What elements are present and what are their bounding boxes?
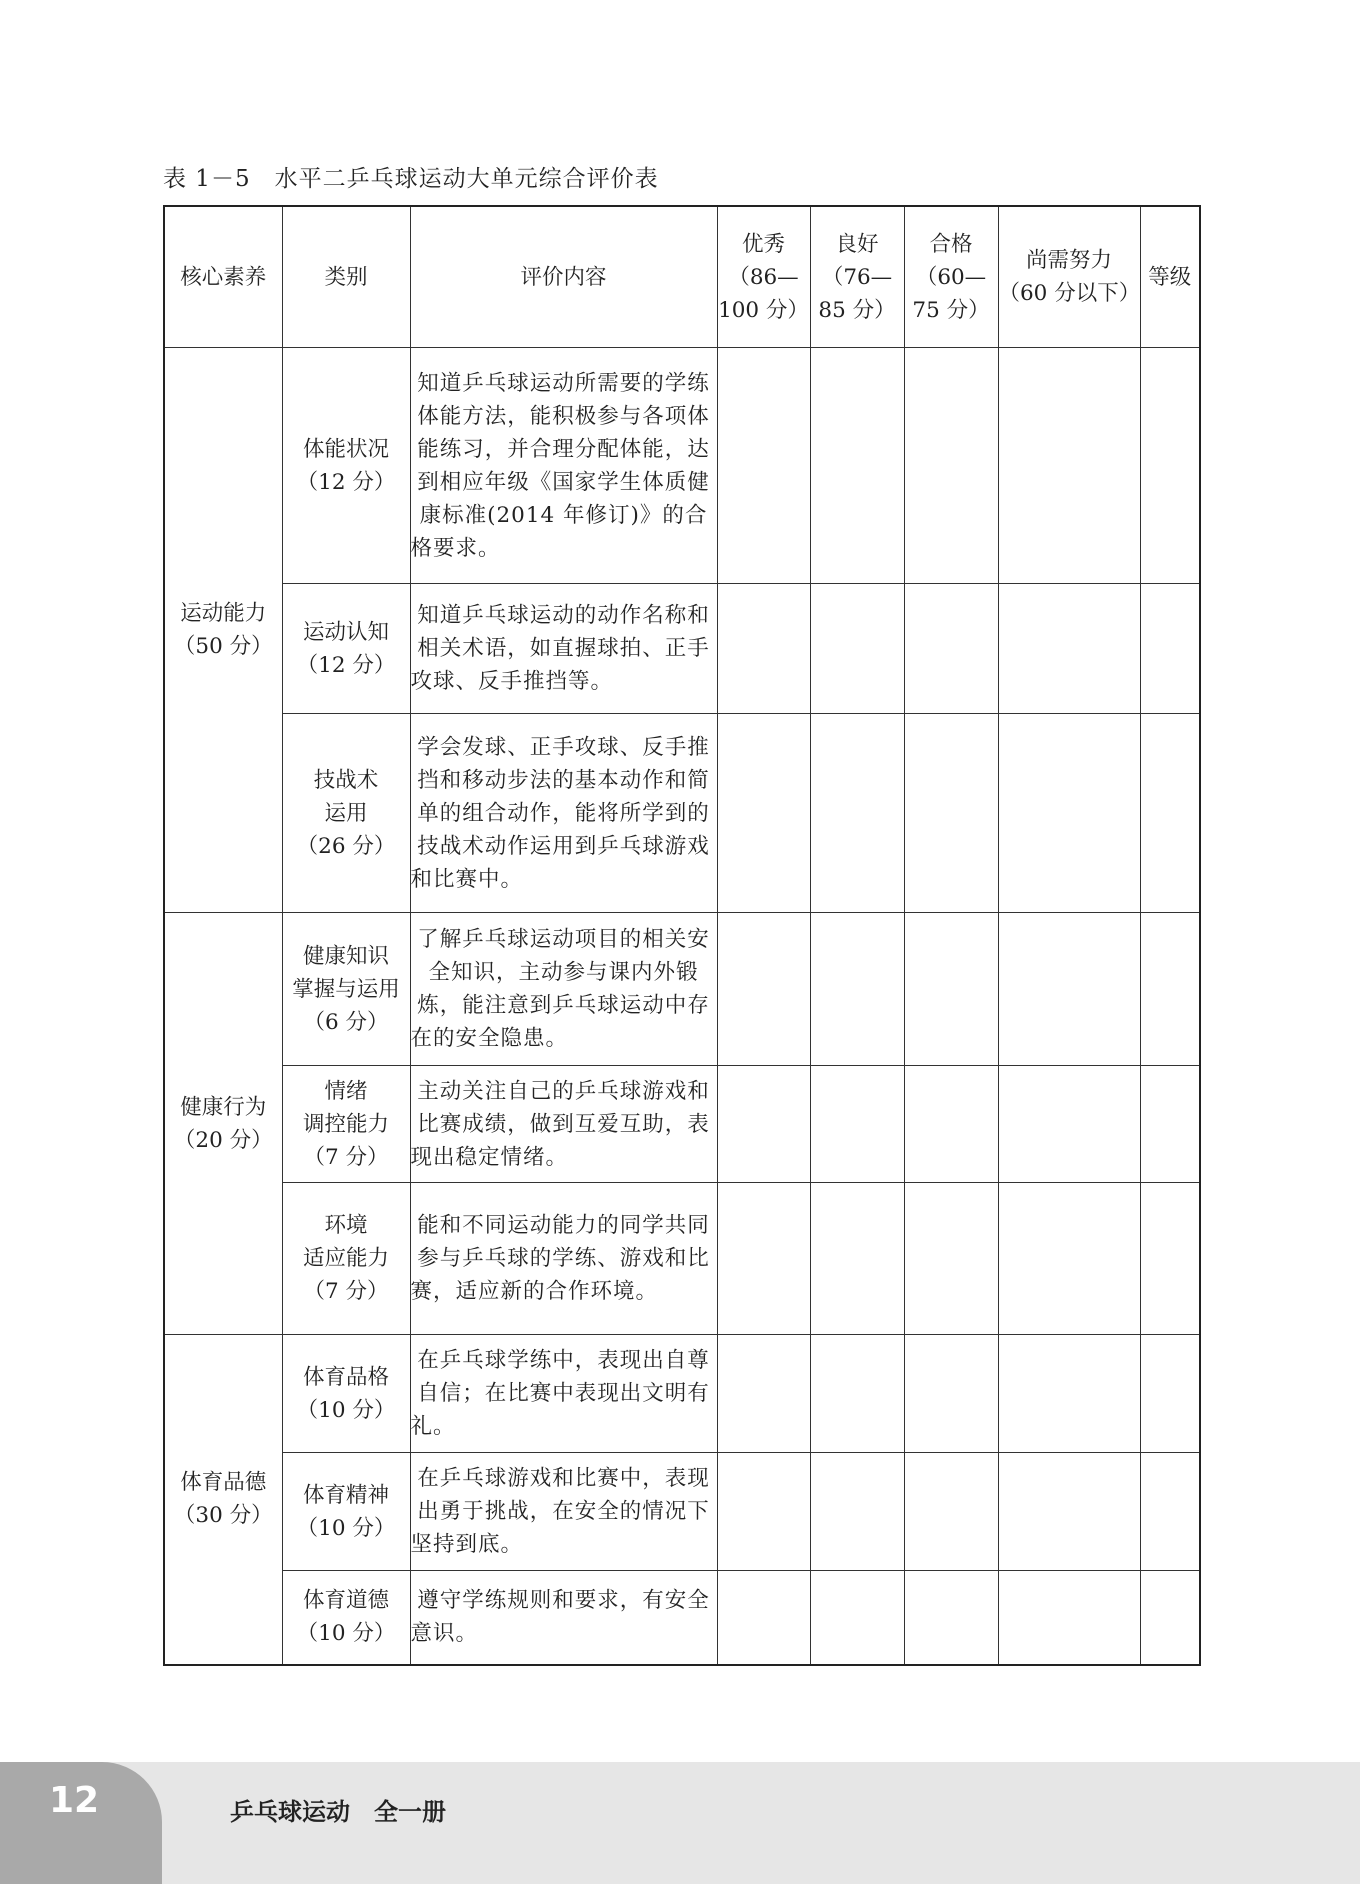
score-cell xyxy=(810,1183,904,1335)
score-cell xyxy=(810,348,904,584)
category-line: 体能状况 xyxy=(302,436,389,462)
content-cell: 学会发球、正手攻球、反手推挡和移动步法的基本动作和简单的组合动作，能将所学到的技战术动作运用到乒乓球游戏和比赛中。 xyxy=(410,714,717,913)
category-line: （10 分） xyxy=(296,1397,396,1423)
score-cell xyxy=(717,1183,810,1335)
score-cell xyxy=(1140,1183,1200,1335)
score-cell xyxy=(998,913,1140,1066)
score-cell xyxy=(717,1453,810,1571)
table-row xyxy=(164,1335,1200,1453)
header-core: 核心素养 xyxy=(164,206,282,348)
content-cell: 知道乒乓球运动所需要的学练体能方法，能积极参与各项体能练习，并合理分配体能，达到相应年级《国家学生体质健康标准(2014 年修订)》的合格要求。 xyxy=(410,348,717,584)
category-line: 调控能力 xyxy=(302,1111,389,1137)
header-line: （60 分以下） xyxy=(998,281,1141,306)
core-name: 运动能力 xyxy=(180,601,267,626)
core-score: （30 分） xyxy=(173,1503,273,1529)
header-line: 100 分） xyxy=(718,297,809,323)
score-cell xyxy=(810,1453,904,1571)
score-cell xyxy=(998,1571,1140,1665)
category-line: （10 分） xyxy=(296,1515,396,1541)
category-cell xyxy=(282,1571,410,1665)
score-cell xyxy=(810,1571,904,1665)
table-row xyxy=(164,1453,1200,1571)
table-caption: 表 1－5 水平二乒乓球运动大单元综合评价表 xyxy=(163,166,659,192)
score-cell xyxy=(1140,1066,1200,1183)
header-line: 优秀 xyxy=(741,231,785,257)
header-grade: 等级 xyxy=(1140,206,1200,348)
header-line: 75 分） xyxy=(912,297,990,323)
score-cell xyxy=(904,1571,998,1665)
category-cell xyxy=(282,1066,410,1183)
header-line: （76— xyxy=(821,264,893,290)
score-cell xyxy=(904,714,998,913)
content-cell: 知道乒乓球运动的动作名称和相关术语，如直握球拍、正手攻球、反手推挡等。 xyxy=(410,584,717,714)
header-line: （86— xyxy=(728,264,799,290)
header-category: 类别 xyxy=(282,206,410,348)
category-line: （7 分） xyxy=(303,1144,389,1170)
score-cell xyxy=(1140,348,1200,584)
score-cell xyxy=(717,348,810,584)
score-cell xyxy=(998,584,1140,714)
book-title xyxy=(230,1792,446,1827)
score-cell xyxy=(810,584,904,714)
core-name: 体育品德 xyxy=(180,1470,267,1496)
header-line: 合格 xyxy=(929,231,973,257)
header-line: 良好 xyxy=(835,231,879,257)
category-line: 适应能力 xyxy=(302,1246,389,1271)
header-line: 尚需努力 xyxy=(1025,248,1112,273)
category-line: （10 分） xyxy=(296,1621,396,1647)
score-cell xyxy=(904,1066,998,1183)
score-cell xyxy=(1140,1571,1200,1665)
score-cell xyxy=(810,913,904,1066)
core-literacy-cell xyxy=(164,348,282,913)
score-cell xyxy=(998,714,1140,913)
category-cell xyxy=(282,714,410,913)
header-line: 85 分） xyxy=(818,297,896,323)
book-volume: 全一册 xyxy=(374,1798,446,1826)
header-excellent xyxy=(717,206,810,348)
content-cell: 遵守学练规则和要求，有安全意识。 xyxy=(410,1571,717,1665)
score-cell xyxy=(904,913,998,1066)
table-row xyxy=(164,1571,1200,1665)
category-line: （12 分） xyxy=(296,652,396,678)
category-line: 运用 xyxy=(324,800,368,826)
table-row xyxy=(164,348,1200,584)
score-cell xyxy=(1140,1335,1200,1453)
category-line: （26 分） xyxy=(296,833,396,859)
score-cell xyxy=(904,348,998,584)
category-line: （7 分） xyxy=(303,1279,389,1304)
category-cell xyxy=(282,913,410,1066)
score-cell xyxy=(717,584,810,714)
score-cell xyxy=(1140,913,1200,1066)
category-line: （6 分） xyxy=(303,1009,389,1035)
category-line: （12 分） xyxy=(296,469,396,495)
content-cell: 在乒乓球学练中，表现出自尊自信；在比赛中表现出文明有礼。 xyxy=(410,1335,717,1453)
score-cell xyxy=(1140,584,1200,714)
score-cell xyxy=(810,1335,904,1453)
content-cell: 在乒乓球游戏和比赛中，表现出勇于挑战，在安全的情况下坚持到底。 xyxy=(410,1453,717,1571)
score-cell xyxy=(904,1335,998,1453)
header-content: 评价内容 xyxy=(410,206,717,348)
header-needs-effort xyxy=(998,206,1140,348)
core-name: 健康行为 xyxy=(180,1094,267,1120)
score-cell xyxy=(717,714,810,913)
category-line: 体育品格 xyxy=(302,1364,389,1390)
page-footer xyxy=(0,1762,1360,1884)
page-number: 12 xyxy=(48,1780,100,1821)
category-line: 环境 xyxy=(324,1213,368,1238)
score-cell xyxy=(904,584,998,714)
table-row xyxy=(164,584,1200,714)
score-cell xyxy=(1140,1453,1200,1571)
category-cell xyxy=(282,1453,410,1571)
category-cell xyxy=(282,1335,410,1453)
table-row xyxy=(164,1066,1200,1183)
core-literacy-cell xyxy=(164,1335,282,1665)
score-cell xyxy=(904,1453,998,1571)
score-cell xyxy=(717,913,810,1066)
category-line: 体育精神 xyxy=(302,1482,389,1508)
category-line: 运动认知 xyxy=(302,619,389,645)
header-pass xyxy=(904,206,998,348)
score-cell xyxy=(1140,714,1200,913)
score-cell xyxy=(998,1066,1140,1183)
score-cell xyxy=(810,1066,904,1183)
table-row xyxy=(164,714,1200,913)
category-line: 掌握与运用 xyxy=(292,976,400,1002)
core-literacy-cell xyxy=(164,913,282,1335)
score-cell xyxy=(904,1183,998,1335)
content-cell: 能和不同运动能力的同学共同参与乒乓球的学练、游戏和比赛，适应新的合作环境。 xyxy=(410,1183,717,1335)
content-cell: 了解乒乓球运动项目的相关安全知识，主动参与课内外锻炼，能注意到乒乓球运动中存在的安全隐患。 xyxy=(410,913,717,1066)
category-line: 健康知识 xyxy=(302,943,389,969)
score-cell xyxy=(717,1571,810,1665)
book-title-text: 乒乓球运动 xyxy=(230,1798,350,1826)
core-score: （50 分） xyxy=(173,634,273,659)
score-cell xyxy=(998,348,1140,584)
table-row xyxy=(164,913,1200,1066)
core-score: （20 分） xyxy=(173,1127,273,1153)
score-cell xyxy=(717,1335,810,1453)
header-good xyxy=(810,206,904,348)
evaluation-table xyxy=(163,205,1201,1666)
score-cell xyxy=(998,1335,1140,1453)
score-cell xyxy=(998,1183,1140,1335)
category-line: 体育道德 xyxy=(302,1588,389,1614)
score-cell xyxy=(810,714,904,913)
category-cell xyxy=(282,584,410,714)
category-line: 情绪 xyxy=(324,1078,368,1104)
header-line: （60— xyxy=(915,264,987,290)
table-row xyxy=(164,1183,1200,1335)
category-cell xyxy=(282,1183,410,1335)
score-cell xyxy=(717,1066,810,1183)
header-row xyxy=(164,206,1200,348)
content-cell: 主动关注自己的乒乓球游戏和比赛成绩，做到互爱互助，表现出稳定情绪。 xyxy=(410,1066,717,1183)
category-cell xyxy=(282,348,410,584)
score-cell xyxy=(998,1453,1140,1571)
category-line: 技战术 xyxy=(313,767,379,793)
